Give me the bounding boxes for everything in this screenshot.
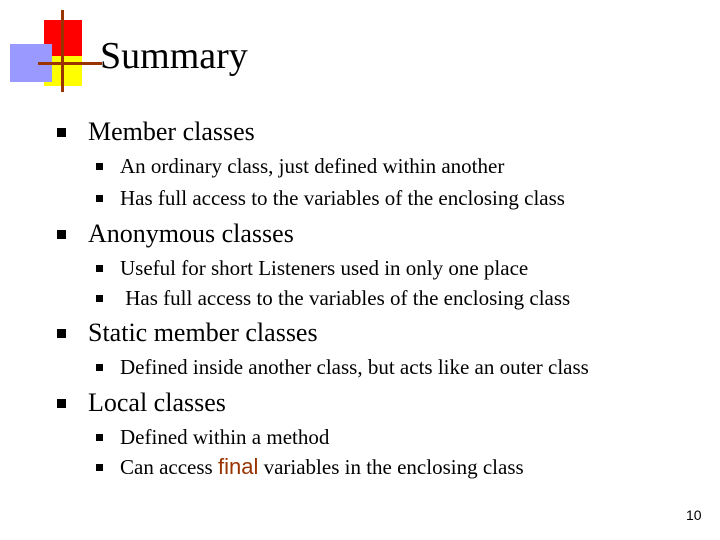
bullet-static-member-classes xyxy=(57,318,318,348)
square-bullet-icon xyxy=(57,399,66,408)
sub-bullet xyxy=(96,256,528,280)
sub-bullet-text: An ordinary class, just defined within another xyxy=(120,154,505,178)
sub-bullet xyxy=(96,186,565,210)
sub-bullet-text: Has full access to the variables of the enclosing class xyxy=(120,186,565,210)
sub-bullet xyxy=(96,286,570,310)
square-bullet-icon xyxy=(96,434,103,441)
sub-bullet-text-after: variables in the enclosing class xyxy=(258,455,524,479)
page-number: 10 xyxy=(686,507,702,523)
square-bullet-icon xyxy=(57,128,66,137)
sub-bullet xyxy=(96,355,589,379)
square-bullet-icon xyxy=(96,364,103,371)
sub-bullet xyxy=(96,425,329,449)
bullet-text: Member classes xyxy=(88,117,255,146)
sub-bullet-text: Has full access to the variables of the enclosing class xyxy=(120,286,571,310)
final-keyword: final xyxy=(217,454,259,479)
square-bullet-icon xyxy=(57,329,66,338)
bullet-anonymous-classes xyxy=(57,219,294,249)
bullet-local-classes xyxy=(57,388,226,418)
square-bullet-icon xyxy=(96,464,103,471)
sub-bullet xyxy=(96,455,524,479)
sub-bullet-text: Defined inside another class, but acts like an outer class xyxy=(120,355,589,379)
bullet-member-classes xyxy=(57,117,255,147)
square-bullet-icon xyxy=(96,195,103,202)
bullet-text: Static member classes xyxy=(88,318,318,347)
bullet-text: Anonymous classes xyxy=(88,219,294,248)
slide-title: Summary xyxy=(100,35,248,77)
sub-bullet-text: Defined within a method xyxy=(120,425,330,449)
sub-bullet-text-before: Can access xyxy=(120,455,218,479)
bullet-text: Local classes xyxy=(88,388,226,417)
sub-bullet-text: Useful for short Listeners used in only one place xyxy=(120,256,529,280)
square-bullet-icon xyxy=(96,163,103,170)
square-bullet-icon xyxy=(57,230,66,239)
square-bullet-icon xyxy=(96,295,103,302)
square-bullet-icon xyxy=(96,265,103,272)
sub-bullet xyxy=(96,154,504,178)
